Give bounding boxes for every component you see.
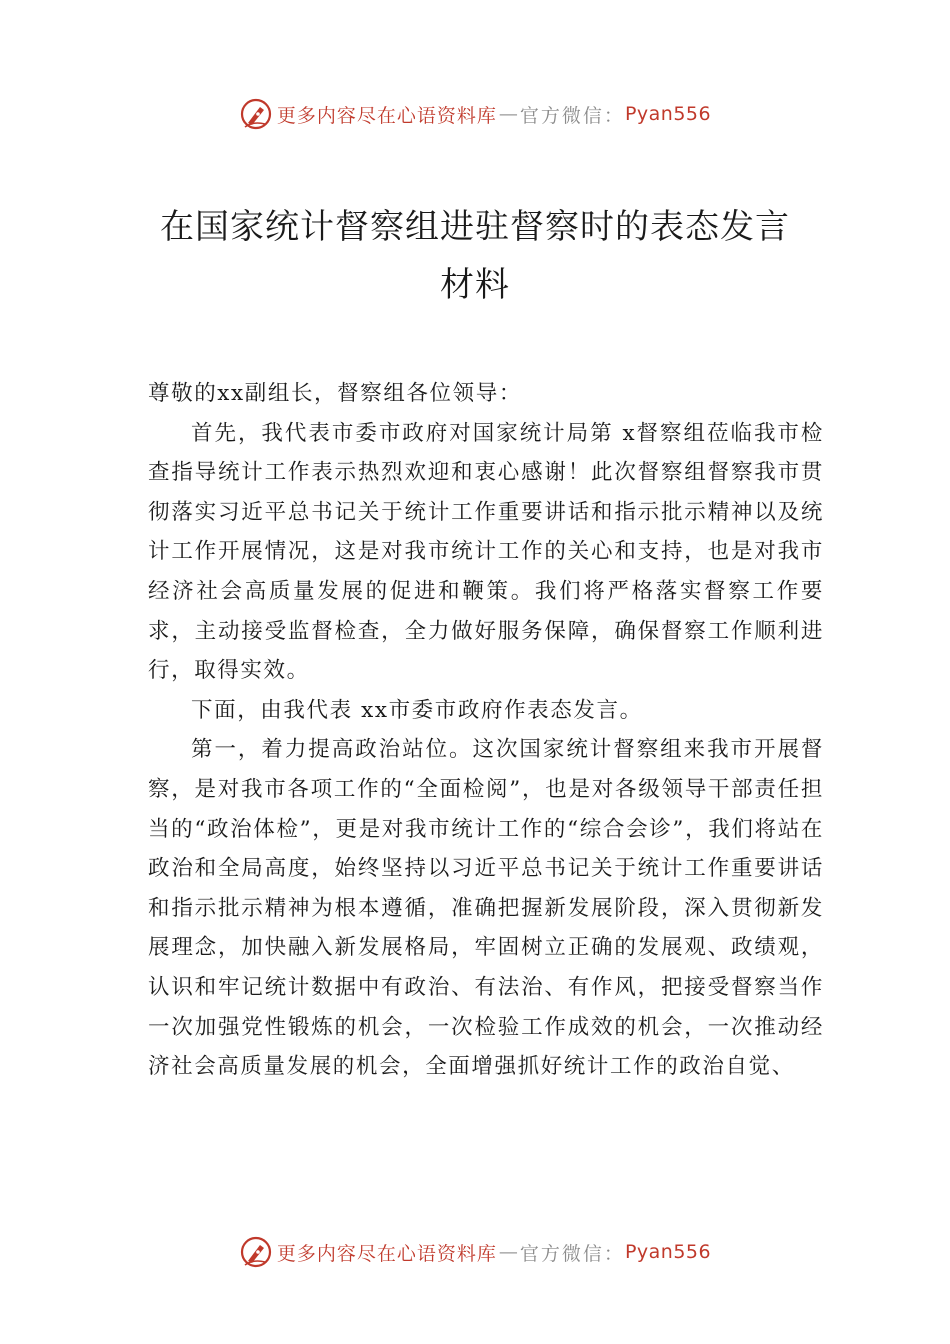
title-line-2: 材料 bbox=[440, 265, 510, 305]
watermark-wechat-id: Pyan556 bbox=[624, 103, 712, 125]
watermark-wechat-label: 官方微信： bbox=[519, 104, 625, 127]
paragraph-intro: 下面，由我代表 xx市委市政府作表态发言。 bbox=[191, 697, 643, 723]
pen-nib-logo-icon bbox=[239, 1235, 273, 1269]
document-body bbox=[148, 374, 824, 1087]
title-line-1: 在国家统计督察组进驻督察时的表态发言 bbox=[160, 207, 790, 247]
watermark-dash: — bbox=[498, 103, 518, 125]
header-watermark bbox=[0, 94, 950, 134]
pen-nib-logo-icon bbox=[239, 97, 273, 131]
footer-watermark bbox=[0, 1232, 950, 1272]
paragraph-opening: 首先，我代表市委市政府对国家统计局第 x督察组莅临我市检查指导统计工作表示热烈欢迎和衷心感谢！此次督察组督察我市贯彻落实习近平总书记关于统计工作重要讲话和指示批示精神以及统计工作开展情况，这是对我市统计工作的关心和支持，也是对我市经济社会高质量发展的促进和鞭策。我们将严格落实督察工作要求，主动接受监督检查，全力做好服务保障，确保督察工作顺利进行，取得实效。 bbox=[148, 420, 824, 684]
paragraph-point-one: 第一，着力提高政治站位。这次国家统计督察组来我市开展督察，是对我市各项工作的“全面检阅”，也是对各级领导干部责任担当的“政治体检”，更是对我市统计工作的“综合会诊”，我们将站在政治和全局高度，始终坚持以习近平总书记关于统计工作重要讲话和指示批示精神为根本遵循，准确把握新发展阶段，深入贯彻新发展理念，加快融入新发展格局，牢固树立正确的发展观、政绩观，认识和牢记统计数据中有政治、有法治、有作风，把接受督察当作一次加强党性锻炼的机会，一次检验工作成效的机会，一次推动经济社会高质量发展的机会，全面增强抓好统计工作的政治自觉、 bbox=[148, 737, 824, 1080]
watermark-wechat-label: 官方微信： bbox=[519, 1242, 625, 1265]
document-title bbox=[0, 198, 950, 314]
salutation: 尊敬的xx副组长，督察组各位领导： bbox=[148, 381, 522, 406]
watermark-wechat-id: Pyan556 bbox=[624, 1241, 712, 1263]
watermark-brand: 更多内容尽在心语资料库 bbox=[276, 104, 497, 127]
watermark-dash: — bbox=[498, 1241, 518, 1263]
watermark-brand: 更多内容尽在心语资料库 bbox=[276, 1242, 497, 1265]
